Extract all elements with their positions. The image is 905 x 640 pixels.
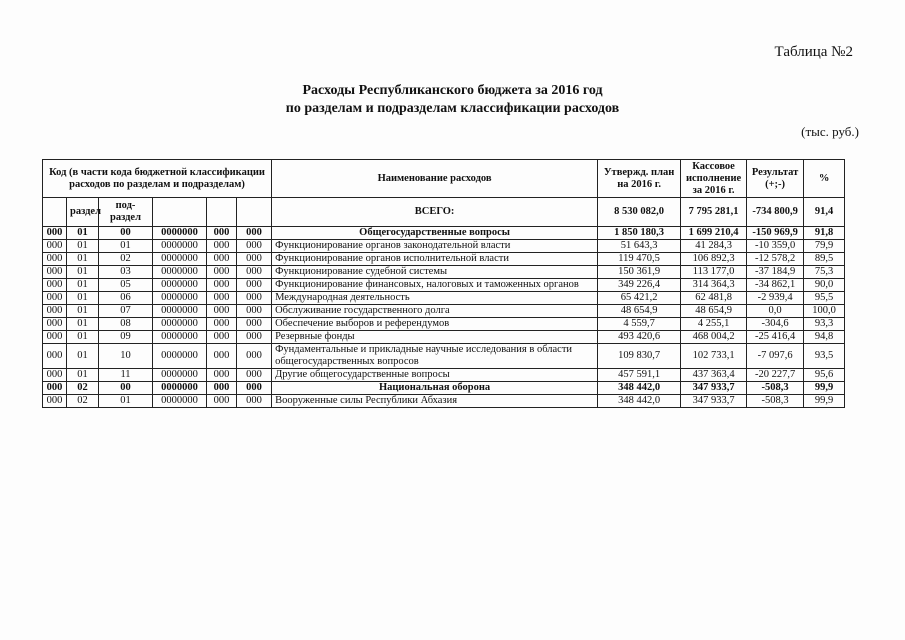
result-cell: -20 227,7 bbox=[747, 369, 804, 382]
code-cell: 0000000 bbox=[153, 344, 207, 369]
subheader-razdel: раздел bbox=[67, 198, 99, 227]
code-cell: 000 bbox=[43, 253, 67, 266]
code-cell: 000 bbox=[207, 279, 237, 292]
code-cell: 01 bbox=[67, 369, 99, 382]
code-cell: 000 bbox=[43, 395, 67, 408]
exec-cell: 347 933,7 bbox=[681, 382, 747, 395]
code-cell: 000 bbox=[237, 344, 272, 369]
pct-cell: 75,3 bbox=[804, 266, 845, 279]
result-cell: -34 862,1 bbox=[747, 279, 804, 292]
header-pct: % bbox=[804, 160, 845, 198]
result-cell: -25 416,4 bbox=[747, 331, 804, 344]
code-cell: 01 bbox=[99, 395, 153, 408]
code-cell: 000 bbox=[237, 369, 272, 382]
code-cell: 000 bbox=[207, 369, 237, 382]
table-row bbox=[43, 240, 845, 253]
code-cell: 000 bbox=[207, 331, 237, 344]
code-cell: 000 bbox=[207, 344, 237, 369]
code-cell: 0000000 bbox=[153, 227, 207, 240]
pct-cell: 99,9 bbox=[804, 395, 845, 408]
plan-cell: 48 654,9 bbox=[598, 305, 681, 318]
exec-cell: 62 481,8 bbox=[681, 292, 747, 305]
header-plan: Утвержд. план на 2016 г. bbox=[598, 160, 681, 198]
code-cell: 000 bbox=[43, 292, 67, 305]
title-line-2: по разделам и подразделам классификации расходов bbox=[285, 101, 620, 116]
result-cell: -150 969,9 bbox=[747, 227, 804, 240]
exec-cell: 41 284,3 bbox=[681, 240, 747, 253]
result-cell: -7 097,6 bbox=[747, 344, 804, 369]
code-cell: 000 bbox=[237, 382, 272, 395]
table-row bbox=[43, 279, 845, 292]
subheader-podrazdel: под-раздел bbox=[99, 198, 153, 227]
code-cell: 01 bbox=[67, 305, 99, 318]
result-cell: -508,3 bbox=[747, 382, 804, 395]
plan-cell: 150 361,9 bbox=[598, 266, 681, 279]
plan-cell: 348 442,0 bbox=[598, 395, 681, 408]
pct-cell: 94,8 bbox=[804, 331, 845, 344]
plan-cell: 65 421,2 bbox=[598, 292, 681, 305]
code-cell: 01 bbox=[67, 279, 99, 292]
table-row bbox=[43, 344, 845, 369]
code-cell: 00 bbox=[99, 227, 153, 240]
code-cell: 000 bbox=[207, 382, 237, 395]
table-row bbox=[43, 292, 845, 305]
code-cell: 09 bbox=[99, 331, 153, 344]
code-cell: 0000000 bbox=[153, 305, 207, 318]
code-cell: 000 bbox=[43, 279, 67, 292]
code-cell: 01 bbox=[67, 318, 99, 331]
code-cell: 01 bbox=[67, 227, 99, 240]
code-cell: 01 bbox=[67, 344, 99, 369]
pct-cell: 79,9 bbox=[804, 240, 845, 253]
code-cell: 01 bbox=[99, 240, 153, 253]
code-cell: 02 bbox=[67, 382, 99, 395]
code-cell: 0000000 bbox=[153, 292, 207, 305]
code-cell: 0000000 bbox=[153, 318, 207, 331]
code-cell: 02 bbox=[99, 253, 153, 266]
code-cell: 000 bbox=[43, 344, 67, 369]
name-cell: Международная деятельность bbox=[272, 292, 598, 305]
code-cell: 0000000 bbox=[153, 331, 207, 344]
units-label: (тыс. руб.) bbox=[801, 124, 859, 139]
pct-cell: 95,6 bbox=[804, 369, 845, 382]
table-row bbox=[43, 305, 845, 318]
exec-cell: 437 363,4 bbox=[681, 369, 747, 382]
result-cell: -37 184,9 bbox=[747, 266, 804, 279]
header-result: Результат (+;-) bbox=[747, 160, 804, 198]
code-cell: 000 bbox=[237, 253, 272, 266]
total-label: ВСЕГО: bbox=[272, 198, 598, 227]
code-cell: 01 bbox=[67, 292, 99, 305]
code-cell: 0000000 bbox=[153, 382, 207, 395]
result-cell: -508,3 bbox=[747, 395, 804, 408]
code-cell: 01 bbox=[67, 253, 99, 266]
code-cell: 000 bbox=[237, 331, 272, 344]
result-cell: -2 939,4 bbox=[747, 292, 804, 305]
pct-cell: 91,8 bbox=[804, 227, 845, 240]
code-cell: 000 bbox=[207, 305, 237, 318]
total-result: -734 800,9 bbox=[747, 198, 804, 227]
plan-cell: 349 226,4 bbox=[598, 279, 681, 292]
code-cell: 000 bbox=[43, 382, 67, 395]
table-row bbox=[43, 318, 845, 331]
code-cell: 10 bbox=[99, 344, 153, 369]
code-cell: 0000000 bbox=[153, 266, 207, 279]
name-cell: Вооруженные силы Республики Абхазия bbox=[272, 395, 598, 408]
pct-cell: 90,0 bbox=[804, 279, 845, 292]
code-cell: 000 bbox=[43, 331, 67, 344]
exec-cell: 314 364,3 bbox=[681, 279, 747, 292]
code-cell: 000 bbox=[43, 266, 67, 279]
code-cell: 11 bbox=[99, 369, 153, 382]
code-cell: 000 bbox=[237, 395, 272, 408]
code-cell: 000 bbox=[237, 227, 272, 240]
code-cell: 06 bbox=[99, 292, 153, 305]
code-cell: 000 bbox=[43, 305, 67, 318]
name-cell: Функционирование финансовых, налоговых и таможенных органов bbox=[272, 279, 598, 292]
plan-cell: 4 559,7 bbox=[598, 318, 681, 331]
code-cell: 000 bbox=[207, 227, 237, 240]
subheader-empty bbox=[207, 198, 237, 227]
code-cell: 07 bbox=[99, 305, 153, 318]
code-cell: 000 bbox=[237, 279, 272, 292]
exec-cell: 4 255,1 bbox=[681, 318, 747, 331]
plan-cell: 51 643,3 bbox=[598, 240, 681, 253]
expenses-table bbox=[42, 159, 845, 408]
code-cell: 000 bbox=[237, 318, 272, 331]
pct-cell: 89,5 bbox=[804, 253, 845, 266]
name-cell: Обслуживание государственного долга bbox=[272, 305, 598, 318]
plan-cell: 1 850 180,3 bbox=[598, 227, 681, 240]
code-cell: 000 bbox=[207, 292, 237, 305]
table-row bbox=[43, 369, 845, 382]
code-cell: 000 bbox=[237, 292, 272, 305]
exec-cell: 1 699 210,4 bbox=[681, 227, 747, 240]
code-cell: 000 bbox=[43, 318, 67, 331]
code-cell: 01 bbox=[67, 240, 99, 253]
code-cell: 000 bbox=[237, 305, 272, 318]
subheader-empty bbox=[153, 198, 207, 227]
exec-cell: 468 004,2 bbox=[681, 331, 747, 344]
code-cell: 0000000 bbox=[153, 369, 207, 382]
code-cell: 000 bbox=[43, 369, 67, 382]
table-row bbox=[43, 266, 845, 279]
name-cell: Другие общегосударственные вопросы bbox=[272, 369, 598, 382]
code-cell: 000 bbox=[207, 266, 237, 279]
table-row bbox=[43, 395, 845, 408]
plan-cell: 493 420,6 bbox=[598, 331, 681, 344]
table-number: Таблица №2 bbox=[774, 44, 853, 60]
name-cell: Фундаментальные и прикладные научные исследования в области общегосударственных вопросов bbox=[272, 344, 598, 369]
code-cell: 01 bbox=[67, 331, 99, 344]
subheader-empty bbox=[43, 198, 67, 227]
code-cell: 00 bbox=[99, 382, 153, 395]
total-plan: 8 530 082,0 bbox=[598, 198, 681, 227]
name-cell: Общегосударственные вопросы bbox=[272, 227, 598, 240]
title-line-1: Расходы Республиканского бюджета за 2016 год bbox=[302, 83, 603, 98]
name-cell: Национальная оборона bbox=[272, 382, 598, 395]
code-cell: 0000000 bbox=[153, 253, 207, 266]
name-cell: Функционирование органов законодательной власти bbox=[272, 240, 598, 253]
name-cell: Функционирование судебной системы bbox=[272, 266, 598, 279]
pct-cell: 100,0 bbox=[804, 305, 845, 318]
exec-cell: 113 177,0 bbox=[681, 266, 747, 279]
code-cell: 08 bbox=[99, 318, 153, 331]
exec-cell: 48 654,9 bbox=[681, 305, 747, 318]
code-cell: 0000000 bbox=[153, 395, 207, 408]
pct-cell: 95,5 bbox=[804, 292, 845, 305]
exec-cell: 347 933,7 bbox=[681, 395, 747, 408]
code-cell: 0000000 bbox=[153, 240, 207, 253]
plan-cell: 348 442,0 bbox=[598, 382, 681, 395]
document-title bbox=[0, 82, 905, 118]
code-cell: 000 bbox=[237, 240, 272, 253]
plan-cell: 457 591,1 bbox=[598, 369, 681, 382]
plan-cell: 109 830,7 bbox=[598, 344, 681, 369]
code-cell: 05 bbox=[99, 279, 153, 292]
header-name: Наименование расходов bbox=[272, 160, 598, 198]
code-cell: 000 bbox=[43, 240, 67, 253]
pct-cell: 93,3 bbox=[804, 318, 845, 331]
plan-cell: 119 470,5 bbox=[598, 253, 681, 266]
table-row bbox=[43, 331, 845, 344]
code-cell: 000 bbox=[207, 253, 237, 266]
pct-cell: 93,5 bbox=[804, 344, 845, 369]
exec-cell: 102 733,1 bbox=[681, 344, 747, 369]
name-cell: Резервные фонды bbox=[272, 331, 598, 344]
code-cell: 0000000 bbox=[153, 279, 207, 292]
code-cell: 01 bbox=[67, 266, 99, 279]
header-exec: Кассовое исполнение за 2016 г. bbox=[681, 160, 747, 198]
result-cell: -304,6 bbox=[747, 318, 804, 331]
table-row bbox=[43, 227, 845, 240]
subheader-empty bbox=[237, 198, 272, 227]
code-cell: 000 bbox=[43, 227, 67, 240]
table-row bbox=[43, 382, 845, 395]
name-cell: Функционирование органов исполнительной власти bbox=[272, 253, 598, 266]
code-cell: 000 bbox=[207, 318, 237, 331]
code-cell: 02 bbox=[67, 395, 99, 408]
result-cell: -10 359,0 bbox=[747, 240, 804, 253]
code-cell: 000 bbox=[207, 395, 237, 408]
code-cell: 000 bbox=[237, 266, 272, 279]
code-cell: 03 bbox=[99, 266, 153, 279]
pct-cell: 99,9 bbox=[804, 382, 845, 395]
result-cell: 0,0 bbox=[747, 305, 804, 318]
result-cell: -12 578,2 bbox=[747, 253, 804, 266]
table-row bbox=[43, 253, 845, 266]
header-code: Код (в части кода бюджетной классификации расходов по разделам и подразделам) bbox=[43, 160, 272, 198]
total-exec: 7 795 281,1 bbox=[681, 198, 747, 227]
exec-cell: 106 892,3 bbox=[681, 253, 747, 266]
total-pct: 91,4 bbox=[804, 198, 845, 227]
name-cell: Обеспечение выборов и референдумов bbox=[272, 318, 598, 331]
code-cell: 000 bbox=[207, 240, 237, 253]
